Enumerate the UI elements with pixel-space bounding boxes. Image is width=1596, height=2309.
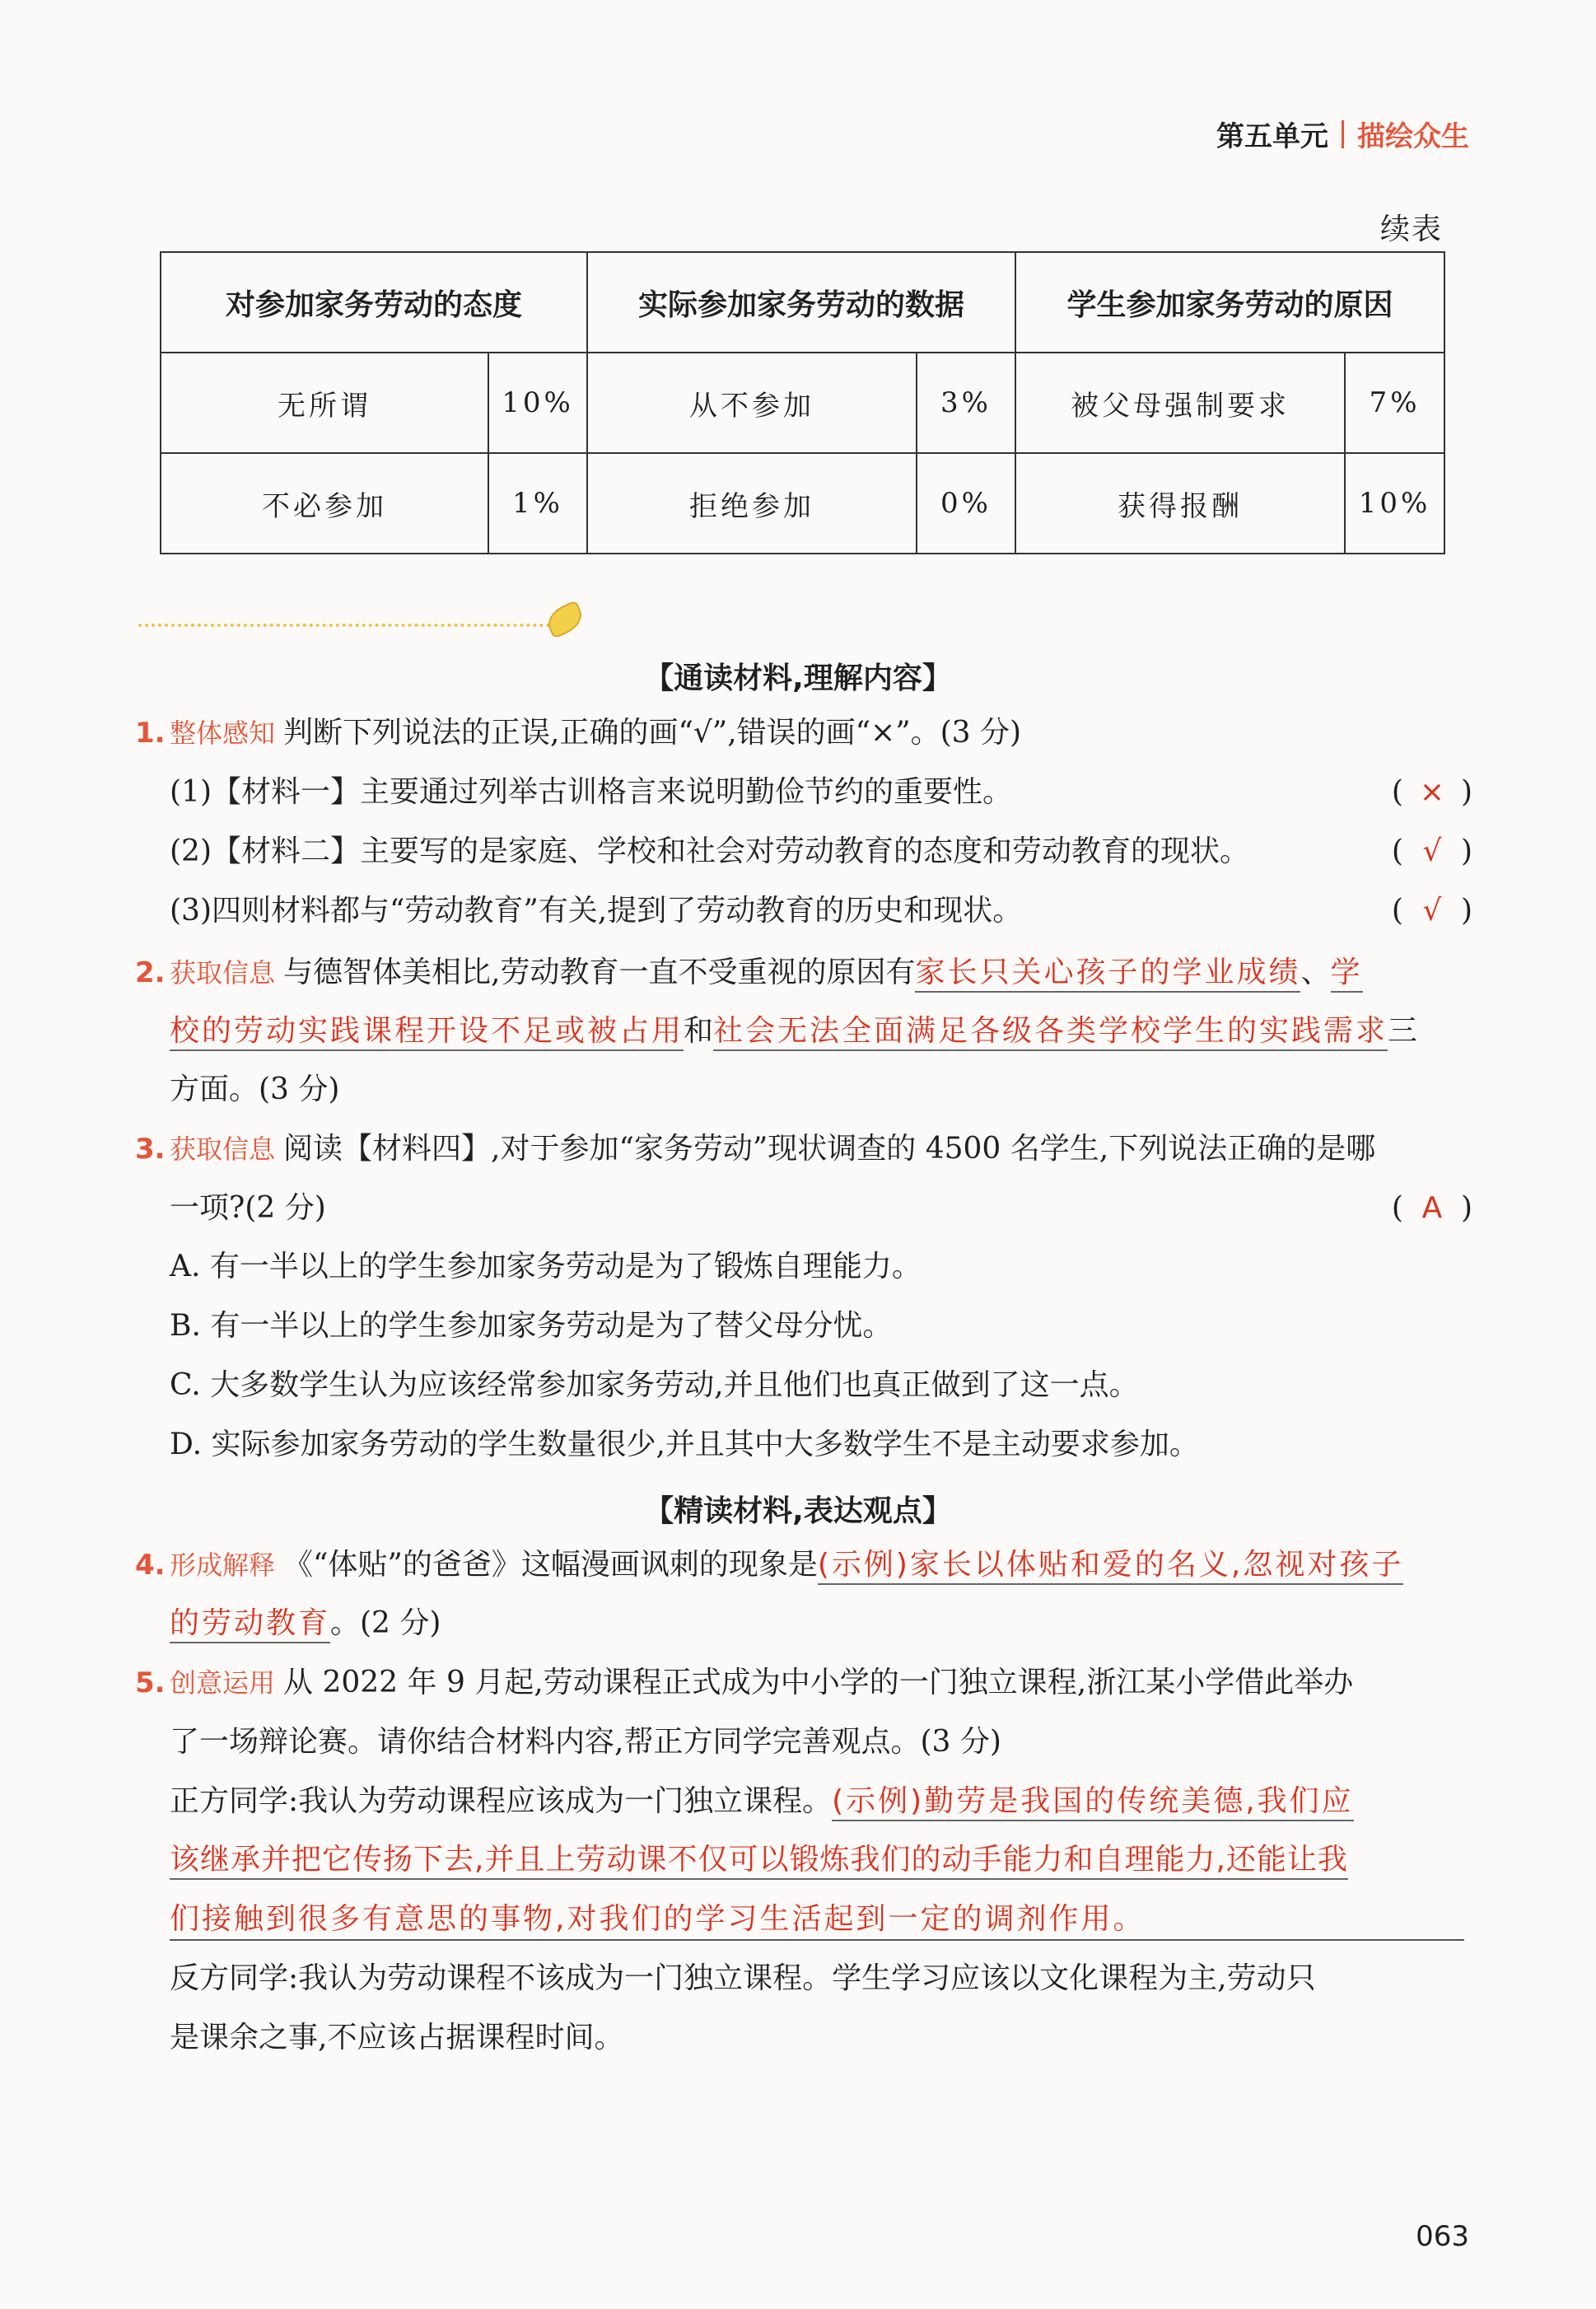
q5-line-1: 创意运用 从 2022 年 9 月起,劳动课程正式成为中小学的一门独立课程,浙江某小学借此举办 <box>170 1666 1354 1699</box>
q3-option-b: B. 有一半以上的学生参加家务劳动是为了替父母分忧。 <box>170 1309 893 1343</box>
section-title-2: 【精读材料,表达观点】 <box>644 1494 952 1528</box>
question-number: 1. <box>135 717 166 750</box>
table-cell: 7% <box>1345 353 1444 453</box>
q3-option-d: D. 实际参加家务劳动的学生数量很少,并且其中大多数学生不是主动要求参加。 <box>170 1428 1199 1461</box>
table-cell: 从不参加 <box>587 353 917 453</box>
q1-text: 判断下列说法的正误,正确的画“√”,错误的画“×”。(3 分) <box>283 716 1022 750</box>
q4-line-1: 形成解释 《“体贴”的爸爸》这幅漫画讽刺的现象是(示例)家长以体贴和爱的名义,忽视对孩子 <box>170 1545 1403 1585</box>
q4-answer-1: (示例)家长以体贴和爱的名义,忽视对孩子 <box>818 1548 1404 1585</box>
header-actual: 实际参加家务劳动的数据 <box>587 252 1015 353</box>
q4-line-2: 的劳动教育。(2 分) <box>170 1604 441 1643</box>
q3-tag: 获取信息 <box>170 1133 276 1165</box>
q3-line-1: 获取信息 阅读【材料四】,对于参加“家务劳动”现状调查的 4500 名学生,下列说法正确的是哪 <box>170 1132 1376 1166</box>
q5-con-line-2: 是课余之事,不应该占据课程时间。 <box>170 2021 624 2054</box>
table-cell: 拒绝参加 <box>587 453 917 554</box>
table-cell: 10% <box>488 353 587 453</box>
table-cell: 10% <box>1345 453 1444 554</box>
q5-pro-answer-3: 们接触到很多有意思的事物,对我们的学习生活起到一定的调剂作用。 <box>170 1902 1146 1936</box>
table-cell: 1% <box>488 453 587 554</box>
table-cell: 不必参加 <box>161 453 488 554</box>
q2-tag: 获取信息 <box>170 957 276 989</box>
q2-answer-2b: 校的劳动实践课程开设不足或被占用 <box>170 1014 684 1051</box>
leaf-icon <box>543 600 586 639</box>
table-cell: 0% <box>917 453 1015 554</box>
q5-pro-line-2 <box>170 1840 1348 1880</box>
q1-answer-1: ( × ) <box>1391 775 1472 809</box>
unit-title: 描绘众生 <box>1357 120 1469 153</box>
q2-answer-3: 社会无法全面满足各级各类学校学生的实践需求 <box>713 1014 1388 1051</box>
header-reason: 学生参加家务劳动的原因 <box>1015 252 1444 353</box>
q1-stem <box>170 713 1021 753</box>
q5-pro-line-3 <box>170 1900 1464 1941</box>
survey-table <box>160 251 1445 554</box>
q3-answer: ( A ) <box>1391 1191 1472 1225</box>
q1-answer-3: ( √ ) <box>1391 894 1472 928</box>
q3-option-c: C. 大多数学生认为应该经常参加家务劳动,并且他们也真正做到了这一点。 <box>170 1368 1139 1402</box>
question-number: 2. <box>135 956 166 989</box>
q1-tag: 整体感知 <box>170 717 276 749</box>
table-continued-label: 续表 <box>1379 213 1443 246</box>
question-number: 5. <box>135 1666 166 1699</box>
page-number: 063 <box>1416 2220 1469 2253</box>
q2-line-1: 获取信息 与德智体美相比,劳动教育一直不受重视的原因有家长只关心孩子的学业成绩、学 <box>170 953 1363 993</box>
table-cell: 3% <box>917 353 1015 453</box>
table-cell: 获得报酬 <box>1015 453 1345 554</box>
q5-pro-line-1: 正方同学:我认为劳动课程应该成为一门独立课程。(示例)勤劳是我国的传统美德,我们应 <box>170 1782 1354 1821</box>
q4-tag: 形成解释 <box>170 1549 276 1581</box>
q2-line-3: 方面。(3 分) <box>170 1073 340 1106</box>
header-divider <box>1342 120 1344 148</box>
q3-line-2: 一项?(2 分) <box>170 1191 326 1225</box>
table-header-row <box>161 252 1444 353</box>
q1-answer-2: ( √ ) <box>1391 834 1472 868</box>
dotted-divider <box>138 624 550 627</box>
q5-con-line-1: 反方同学:我认为劳动课程不该成为一门独立课程。学生学习应该以文化课程为主,劳动只 <box>170 1961 1316 1995</box>
q1-item-3: (3)四则材料都与“劳动教育”有关,提到了劳动教育的历史和现状。 <box>170 894 1023 928</box>
unit-label: 第五单元 <box>1216 120 1328 153</box>
table-row <box>161 453 1444 554</box>
q1-item-2: (2)【材料二】主要写的是家庭、学校和社会对劳动教育的态度和劳动教育的现状。 <box>170 834 1249 868</box>
q3-option-a: A. 有一半以上的学生参加家务劳动是为了锻炼自理能力。 <box>170 1250 922 1283</box>
q5-line-2: 了一场辩论赛。请你结合材料内容,帮正方同学完善观点。(3 分) <box>170 1725 1001 1759</box>
q2-line-2: 校的劳动实践课程开设不足或被占用和社会无法全面满足各级各类学校学生的实践需求三 <box>170 1012 1417 1051</box>
q1-item-1: (1)【材料一】主要通过列举古训格言来说明勤俭节约的重要性。 <box>170 775 1012 809</box>
question-number: 3. <box>135 1133 166 1166</box>
section-title-1: 【通读材料,理解内容】 <box>644 661 952 695</box>
table-cell: 无所谓 <box>161 353 488 453</box>
question-number: 4. <box>135 1549 166 1582</box>
page-header <box>1216 114 1469 154</box>
table-row <box>161 353 1444 453</box>
table-cell: 被父母强制要求 <box>1015 353 1345 453</box>
q5-pro-answer-1: (示例)勤劳是我国的传统美德,我们应 <box>832 1784 1354 1821</box>
q4-answer-2: 的劳动教育 <box>170 1606 330 1643</box>
q5-pro-answer-2: 该继承并把它传扬下去,并且上劳动课不仅可以锻炼我们的动手能力和自理能力,还能让我 <box>170 1843 1348 1880</box>
header-attitude: 对参加家务劳动的态度 <box>161 252 587 353</box>
q5-tag: 创意运用 <box>170 1667 276 1699</box>
q2-answer-2a: 学 <box>1331 956 1363 993</box>
q2-answer-1: 家长只关心孩子的学业成绩 <box>915 956 1300 993</box>
